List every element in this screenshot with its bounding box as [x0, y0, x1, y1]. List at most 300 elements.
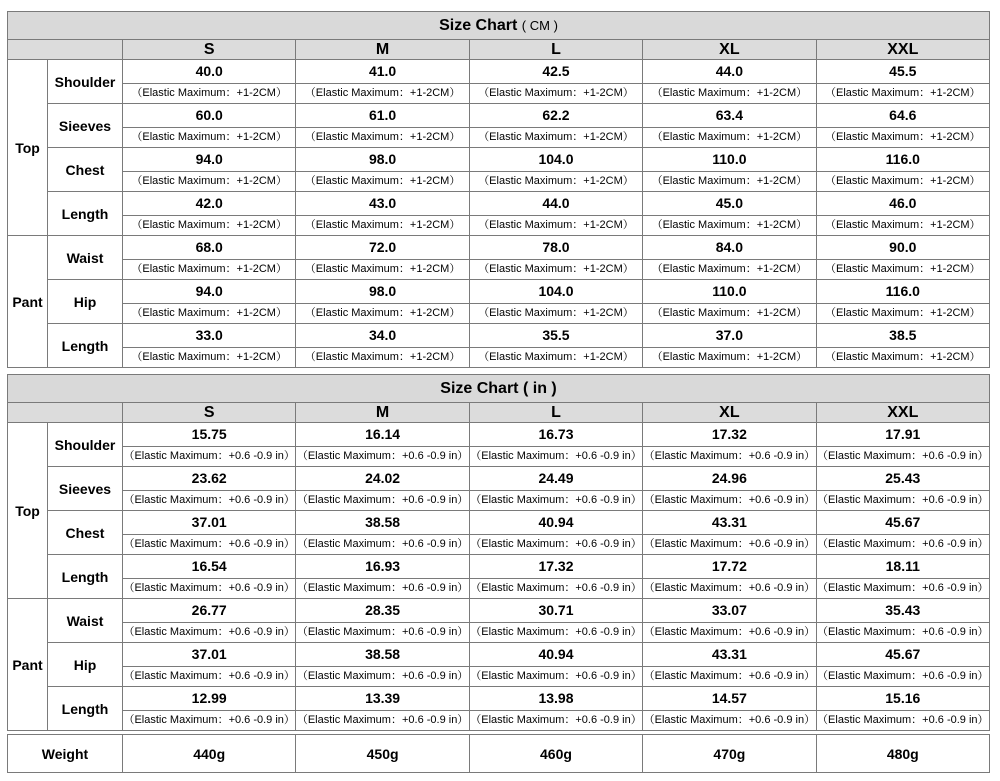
measure-cell-inner: [296, 280, 468, 323]
measure-cell-inner: [470, 148, 642, 191]
measure-cell: [296, 687, 469, 731]
measure-cell: [296, 643, 469, 687]
measure-value: 64.6: [817, 104, 989, 128]
measure-cell: [643, 555, 816, 599]
measure-cell-inner: [817, 192, 989, 235]
measure-cell-inner: [296, 423, 468, 466]
measure-value: 37.0: [643, 324, 815, 348]
measure-cell-inner: [296, 467, 468, 510]
measure-cell: [123, 104, 296, 148]
elastic-note: （Elastic Maximum：+1-2CM）: [304, 307, 461, 319]
measure-cell-inner: [470, 60, 642, 103]
elastic-note: （Elastic Maximum：+1-2CM）: [131, 87, 287, 99]
elastic-note: （Elastic Maximum：+0.6 -0.9 in）: [470, 538, 642, 550]
elastic-note: （Elastic Maximum：+0.6 -0.9 in）: [296, 582, 469, 594]
measure-value: 116.0: [817, 148, 989, 172]
measure-cell: [469, 555, 642, 599]
measure-row: [8, 423, 990, 467]
measure-value: 16.73: [470, 423, 642, 447]
measure-cell: [816, 192, 989, 236]
measure-label: Sieeves: [48, 104, 123, 148]
measure-cell: [643, 599, 816, 643]
measure-value: 35.5: [470, 324, 642, 348]
measure-cell-inner: [643, 511, 815, 554]
elastic-note: （Elastic Maximum：+1-2CM）: [651, 131, 808, 143]
title-row: [8, 12, 990, 40]
elastic-note: （Elastic Maximum：+1-2CM）: [131, 219, 287, 231]
measure-cell: [123, 236, 296, 280]
title-row: [8, 375, 990, 403]
measure-value: 43.0: [296, 192, 468, 216]
measure-value: 43.31: [643, 643, 815, 667]
size-header: L: [469, 40, 642, 60]
measure-label: Hip: [48, 643, 123, 687]
measure-value: 72.0: [296, 236, 468, 260]
measure-label: Length: [48, 687, 123, 731]
size-header-row: [8, 40, 990, 60]
elastic-note: （Elastic Maximum：+1-2CM）: [651, 87, 808, 99]
elastic-note: （Elastic Maximum：+0.6 -0.9 in）: [470, 494, 642, 506]
measure-cell: [469, 236, 642, 280]
measure-value: 78.0: [470, 236, 642, 260]
elastic-note: （Elastic Maximum：+1-2CM）: [825, 175, 981, 187]
measure-value: 24.96: [643, 467, 815, 491]
measure-cell: [643, 423, 816, 467]
measure-value: 61.0: [296, 104, 468, 128]
measure-cell-inner: [817, 60, 989, 103]
measure-value: 17.32: [643, 423, 815, 447]
measure-value: 18.11: [817, 555, 989, 579]
measure-cell: [123, 599, 296, 643]
elastic-note: （Elastic Maximum：+1-2CM）: [304, 351, 461, 363]
measure-value: 84.0: [643, 236, 815, 260]
elastic-note: （Elastic Maximum：+0.6 -0.9 in）: [643, 494, 816, 506]
measure-cell: [643, 511, 816, 555]
measure-value: 94.0: [123, 148, 295, 172]
measure-value: 40.94: [470, 643, 642, 667]
measure-value: 44.0: [470, 192, 642, 216]
measure-cell: [296, 599, 469, 643]
measure-value: 116.0: [817, 280, 989, 304]
elastic-note: （Elastic Maximum：+0.6 -0.9 in）: [817, 714, 989, 726]
measure-cell: [296, 423, 469, 467]
measure-cell: [296, 324, 469, 368]
measure-cell-inner: [123, 511, 295, 554]
weight-value: 480g: [816, 735, 989, 773]
elastic-note: （Elastic Maximum：+0.6 -0.9 in）: [123, 626, 295, 638]
measure-row: [8, 511, 990, 555]
measure-cell-inner: [123, 60, 295, 103]
measure-cell-inner: [296, 555, 468, 598]
weight-label: Weight: [8, 735, 123, 773]
size-header: S: [123, 40, 296, 60]
measure-cell-inner: [123, 280, 295, 323]
measure-cell-inner: [296, 192, 468, 235]
size-header: M: [296, 403, 469, 423]
weight-value: 460g: [469, 735, 642, 773]
elastic-note: （Elastic Maximum：+0.6 -0.9 in）: [643, 450, 816, 462]
elastic-note: （Elastic Maximum：+1-2CM）: [651, 307, 808, 319]
measure-row: [8, 192, 990, 236]
measure-cell-inner: [643, 148, 815, 191]
measure-cell: [469, 511, 642, 555]
elastic-note: （Elastic Maximum：+0.6 -0.9 in）: [817, 670, 989, 682]
measure-cell: [816, 280, 989, 324]
measure-value: 45.67: [817, 643, 989, 667]
measure-label: Length: [48, 192, 123, 236]
chart-title-text: Size Chart: [440, 379, 519, 397]
measure-value: 63.4: [643, 104, 815, 128]
elastic-note: （Elastic Maximum：+0.6 -0.9 in）: [470, 670, 642, 682]
measure-cell-inner: [817, 555, 989, 598]
measure-cell: [816, 423, 989, 467]
measure-cell: [816, 555, 989, 599]
measure-cell: [816, 148, 989, 192]
measure-value: 35.43: [817, 599, 989, 623]
weight-row: [8, 735, 990, 773]
measure-cell: [469, 687, 642, 731]
measure-value: 34.0: [296, 324, 468, 348]
header-blank: [8, 40, 123, 60]
measure-cell-inner: [470, 511, 642, 554]
measure-cell: [643, 643, 816, 687]
size-header: M: [296, 40, 469, 60]
measure-cell: [296, 280, 469, 324]
elastic-note: （Elastic Maximum：+0.6 -0.9 in）: [123, 450, 295, 462]
measure-row: [8, 324, 990, 368]
measure-cell-inner: [470, 423, 642, 466]
elastic-note: （Elastic Maximum：+1-2CM）: [478, 131, 634, 143]
elastic-note: （Elastic Maximum：+1-2CM）: [651, 219, 808, 231]
measure-value: 26.77: [123, 599, 295, 623]
measure-value: 15.16: [817, 687, 989, 711]
measure-cell: [469, 280, 642, 324]
elastic-note: （Elastic Maximum：+1-2CM）: [478, 307, 634, 319]
measure-cell: [469, 423, 642, 467]
measure-row: [8, 687, 990, 731]
measure-cell-inner: [470, 236, 642, 279]
measure-cell: [643, 236, 816, 280]
elastic-note: （Elastic Maximum：+0.6 -0.9 in）: [296, 450, 469, 462]
measure-value: 30.71: [470, 599, 642, 623]
elastic-note: （Elastic Maximum：+0.6 -0.9 in）: [817, 538, 989, 550]
measure-cell: [643, 324, 816, 368]
size-header: XL: [643, 40, 816, 60]
size-header: L: [469, 403, 642, 423]
elastic-note: （Elastic Maximum：+1-2CM）: [304, 175, 461, 187]
measure-cell: [643, 687, 816, 731]
measure-cell: [296, 60, 469, 104]
size-chart-inch: [7, 374, 990, 731]
elastic-note: （Elastic Maximum：+1-2CM）: [651, 351, 808, 363]
measure-cell: [296, 236, 469, 280]
measure-cell-inner: [817, 280, 989, 323]
measure-cell: [296, 192, 469, 236]
elastic-note: （Elastic Maximum：+1-2CM）: [131, 351, 287, 363]
measure-value: 37.01: [123, 511, 295, 535]
elastic-note: （Elastic Maximum：+0.6 -0.9 in）: [296, 714, 469, 726]
elastic-note: （Elastic Maximum：+0.6 -0.9 in）: [123, 538, 295, 550]
elastic-note: （Elastic Maximum：+1-2CM）: [825, 219, 981, 231]
size-table: [7, 374, 990, 731]
measure-value: 38.58: [296, 511, 468, 535]
elastic-note: （Elastic Maximum：+1-2CM）: [651, 263, 808, 275]
measure-label: Shoulder: [48, 60, 123, 104]
measure-cell-inner: [817, 236, 989, 279]
measure-cell-inner: [470, 687, 642, 730]
measure-cell: [123, 467, 296, 511]
measure-value: 17.91: [817, 423, 989, 447]
elastic-note: （Elastic Maximum：+1-2CM）: [478, 263, 634, 275]
measure-label: Sieeves: [48, 467, 123, 511]
measure-value: 33.0: [123, 324, 295, 348]
measure-cell-inner: [470, 599, 642, 642]
chart-title-text: Size Chart: [439, 16, 518, 34]
elastic-note: （Elastic Maximum：+1-2CM）: [478, 87, 634, 99]
measure-cell: [469, 148, 642, 192]
weight-table: [7, 734, 990, 773]
measure-cell-inner: [296, 599, 468, 642]
measure-cell: [296, 511, 469, 555]
measure-cell: [123, 643, 296, 687]
measure-cell-inner: [296, 687, 468, 730]
elastic-note: （Elastic Maximum：+0.6 -0.9 in）: [296, 494, 469, 506]
measure-value: 62.2: [470, 104, 642, 128]
measure-cell-inner: [123, 599, 295, 642]
elastic-note: （Elastic Maximum：+0.6 -0.9 in）: [643, 714, 816, 726]
measure-value: 40.94: [470, 511, 642, 535]
elastic-note: （Elastic Maximum：+1-2CM）: [131, 307, 287, 319]
measure-cell: [123, 192, 296, 236]
measure-value: 45.0: [643, 192, 815, 216]
measure-cell-inner: [643, 60, 815, 103]
measure-value: 25.43: [817, 467, 989, 491]
measure-cell: [643, 104, 816, 148]
measure-value: 24.02: [296, 467, 468, 491]
weight-value: 470g: [643, 735, 816, 773]
elastic-note: （Elastic Maximum：+1-2CM）: [825, 307, 981, 319]
elastic-note: （Elastic Maximum：+0.6 -0.9 in）: [123, 670, 295, 682]
measure-cell-inner: [817, 104, 989, 147]
elastic-note: （Elastic Maximum：+1-2CM）: [131, 131, 287, 143]
measure-cell-inner: [470, 280, 642, 323]
elastic-note: （Elastic Maximum：+1-2CM）: [825, 87, 981, 99]
measure-value: 13.39: [296, 687, 468, 711]
measure-label: Length: [48, 324, 123, 368]
measure-value: 45.5: [817, 60, 989, 84]
measure-cell-inner: [470, 555, 642, 598]
elastic-note: （Elastic Maximum：+1-2CM）: [651, 175, 808, 187]
measure-cell: [469, 324, 642, 368]
measure-cell-inner: [817, 687, 989, 730]
elastic-note: （Elastic Maximum：+1-2CM）: [478, 175, 634, 187]
weight-value: 450g: [296, 735, 469, 773]
measure-cell-inner: [643, 599, 815, 642]
measure-cell-inner: [123, 555, 295, 598]
measure-value: 60.0: [123, 104, 295, 128]
measure-value: 41.0: [296, 60, 468, 84]
measure-cell: [123, 511, 296, 555]
elastic-note: （Elastic Maximum：+0.6 -0.9 in）: [296, 626, 469, 638]
measure-cell: [123, 324, 296, 368]
measure-cell-inner: [470, 324, 642, 367]
elastic-note: （Elastic Maximum：+1-2CM）: [825, 131, 981, 143]
measure-value: 24.49: [470, 467, 642, 491]
measure-cell-inner: [123, 643, 295, 686]
measure-value: 110.0: [643, 280, 815, 304]
measure-value: 38.58: [296, 643, 468, 667]
elastic-note: （Elastic Maximum：+0.6 -0.9 in）: [817, 494, 989, 506]
measure-cell-inner: [296, 148, 468, 191]
measure-cell-inner: [817, 324, 989, 367]
measure-value: 14.57: [643, 687, 815, 711]
measure-value: 16.54: [123, 555, 295, 579]
group-label: Pant: [8, 236, 48, 368]
measure-label: Shoulder: [48, 423, 123, 467]
elastic-note: （Elastic Maximum：+1-2CM）: [131, 263, 287, 275]
measure-cell: [816, 643, 989, 687]
measure-row: [8, 104, 990, 148]
measure-value: 15.75: [123, 423, 295, 447]
measure-value: 45.67: [817, 511, 989, 535]
measure-label: Chest: [48, 148, 123, 192]
measure-label: Waist: [48, 236, 123, 280]
measure-value: 104.0: [470, 280, 642, 304]
size-chart-cm: [7, 11, 990, 368]
size-header: XXL: [816, 40, 989, 60]
measure-cell-inner: [817, 148, 989, 191]
measure-value: 90.0: [817, 236, 989, 260]
elastic-note: （Elastic Maximum：+0.6 -0.9 in）: [123, 714, 295, 726]
measure-cell-inner: [643, 643, 815, 686]
measure-cell-inner: [296, 60, 468, 103]
measure-value: 46.0: [817, 192, 989, 216]
group-label: Top: [8, 60, 48, 236]
measure-cell-inner: [296, 511, 468, 554]
size-table: [7, 11, 990, 368]
measure-cell: [469, 643, 642, 687]
measure-cell: [123, 60, 296, 104]
elastic-note: （Elastic Maximum：+0.6 -0.9 in）: [123, 582, 295, 594]
measure-value: 16.93: [296, 555, 468, 579]
elastic-note: （Elastic Maximum：+1-2CM）: [478, 351, 634, 363]
measure-cell: [643, 280, 816, 324]
measure-value: 98.0: [296, 280, 468, 304]
measure-value: 17.72: [643, 555, 815, 579]
measure-cell: [469, 192, 642, 236]
measure-cell-inner: [643, 423, 815, 466]
measure-value: 17.32: [470, 555, 642, 579]
group-label: Top: [8, 423, 48, 599]
measure-row: [8, 599, 990, 643]
measure-value: 43.31: [643, 511, 815, 535]
measure-cell: [469, 104, 642, 148]
measure-cell-inner: [296, 643, 468, 686]
measure-value: 13.98: [470, 687, 642, 711]
measure-value: 42.5: [470, 60, 642, 84]
measure-value: 38.5: [817, 324, 989, 348]
elastic-note: （Elastic Maximum：+0.6 -0.9 in）: [296, 538, 469, 550]
measure-cell-inner: [643, 280, 815, 323]
measure-cell-inner: [643, 687, 815, 730]
measure-value: 40.0: [123, 60, 295, 84]
measure-label: Length: [48, 555, 123, 599]
measure-cell-inner: [470, 467, 642, 510]
measure-cell: [469, 60, 642, 104]
measure-value: 94.0: [123, 280, 295, 304]
measure-label: Hip: [48, 280, 123, 324]
measure-row: [8, 467, 990, 511]
measure-cell: [469, 599, 642, 643]
elastic-note: （Elastic Maximum：+0.6 -0.9 in）: [643, 582, 816, 594]
measure-row: [8, 555, 990, 599]
elastic-note: （Elastic Maximum：+1-2CM）: [304, 219, 461, 231]
measure-cell: [816, 60, 989, 104]
measure-value: 33.07: [643, 599, 815, 623]
measure-cell: [816, 324, 989, 368]
measure-cell: [816, 467, 989, 511]
size-header: XL: [643, 403, 816, 423]
measure-label: Chest: [48, 511, 123, 555]
measure-cell-inner: [643, 467, 815, 510]
elastic-note: （Elastic Maximum：+1-2CM）: [825, 351, 981, 363]
measure-value: 23.62: [123, 467, 295, 491]
measure-cell: [123, 687, 296, 731]
group-label: Pant: [8, 599, 48, 731]
size-header: XXL: [816, 403, 989, 423]
elastic-note: （Elastic Maximum：+0.6 -0.9 in）: [470, 450, 642, 462]
elastic-note: （Elastic Maximum：+0.6 -0.9 in）: [817, 626, 989, 638]
measure-cell: [296, 555, 469, 599]
chart-unit: ( CM ): [521, 17, 558, 33]
elastic-note: （Elastic Maximum：+0.6 -0.9 in）: [817, 582, 989, 594]
size-header-row: [8, 403, 990, 423]
weight-value: 440g: [123, 735, 296, 773]
measure-cell-inner: [470, 643, 642, 686]
measure-value: 16.14: [296, 423, 468, 447]
elastic-note: （Elastic Maximum：+0.6 -0.9 in）: [643, 538, 816, 550]
measure-cell-inner: [470, 192, 642, 235]
elastic-note: （Elastic Maximum：+1-2CM）: [304, 87, 461, 99]
measure-cell-inner: [123, 192, 295, 235]
measure-value: 37.01: [123, 643, 295, 667]
measure-cell: [296, 104, 469, 148]
measure-row: [8, 280, 990, 324]
elastic-note: （Elastic Maximum：+0.6 -0.9 in）: [470, 582, 642, 594]
measure-cell: [816, 599, 989, 643]
measure-value: 98.0: [296, 148, 468, 172]
measure-cell-inner: [123, 236, 295, 279]
measure-cell: [643, 148, 816, 192]
measure-row: [8, 643, 990, 687]
measure-cell-inner: [123, 104, 295, 147]
measure-value: 68.0: [123, 236, 295, 260]
measure-cell-inner: [643, 236, 815, 279]
measure-cell: [123, 555, 296, 599]
elastic-note: （Elastic Maximum：+1-2CM）: [304, 263, 461, 275]
elastic-note: （Elastic Maximum：+0.6 -0.9 in）: [817, 450, 989, 462]
measure-cell-inner: [123, 148, 295, 191]
chart-title: [8, 12, 990, 40]
elastic-note: （Elastic Maximum：+0.6 -0.9 in）: [643, 670, 816, 682]
measure-value: 110.0: [643, 148, 815, 172]
measure-cell-inner: [817, 643, 989, 686]
measure-cell-inner: [817, 511, 989, 554]
measure-cell: [123, 423, 296, 467]
measure-cell-inner: [817, 467, 989, 510]
measure-cell-inner: [643, 324, 815, 367]
measure-cell: [816, 687, 989, 731]
